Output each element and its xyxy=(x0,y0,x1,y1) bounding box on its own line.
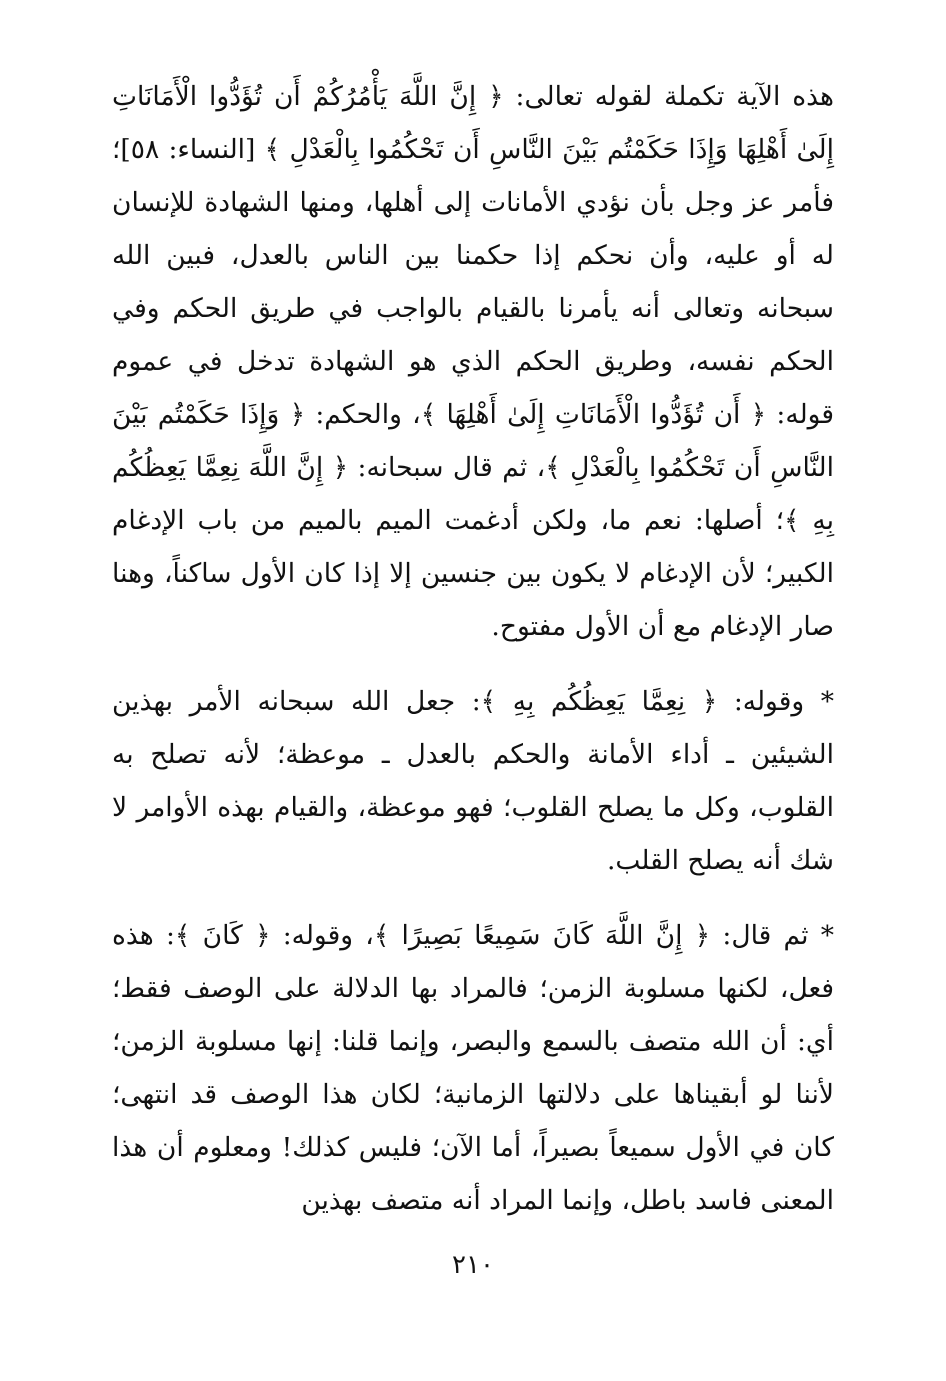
paragraph-2: * وقوله: ﴿ نِعِمَّا يَعِظُكُم بِهِ ﴾: جعل الله سبحانه الأمر بهذين الشيئين ـ أداء الأمانة والحكم بالعدل ـ موعظة؛ لأنه تصلح به القلوب، وكل ما يصلح القلوب؛ فهو موعظة، والقيام بهذه الأوامر لا شك أنه يصلح القلب. xyxy=(112,686,834,876)
paragraph-1: هذه الآية تكملة لقوله تعالى: ﴿ إِنَّ اللَّهَ يَأْمُرُكُمْ أَن تُؤَدُّوا الْأَمَانَاتِ إِلَىٰ أَهْلِهَا وَإِذَا حَكَمْتُم بَيْنَ النَّاسِ أَن تَحْكُمُوا بِالْعَدْلِ ﴾ [النساء: ٥٨]؛ فأمر عز وجل بأن نؤدي الأمانات إلى أهلها، ومنها الشهادة للإنسان له أو عليه، وأن نحكم إذا حكمنا بين الناس بالعدل، فبين الله سبحانه وتعالى أنه يأمرنا بالقيام بالواجب في طريق الحكم وفي الحكم نفسه، وطريق الحكم الذي هو الشهادة تدخل في عموم قوله: ﴿ أَن تُؤَدُّوا الْأَمَانَاتِ إِلَىٰ أَهْلِهَا ﴾، والحكم: ﴿ وَإِذَا حَكَمْتُم بَيْنَ النَّاسِ أَن تَحْكُمُوا بِالْعَدْلِ ﴾، ثم قال سبحانه: ﴿ إِنَّ اللَّهَ نِعِمَّا يَعِظُكُم بِهِ ﴾؛ أصلها: نعم ما، ولكن أدغمت الميم بالميم من باب الإدغام الكبير؛ لأن الإدغام لا يكون بين جنسين إلا إذا كان الأول ساكناً، وهنا صار الإدغام مع أن الأول مفتوح. xyxy=(112,81,834,642)
paragraph-3: * ثم قال: ﴿ إِنَّ اللَّهَ كَانَ سَمِيعًا بَصِيرًا ﴾، وقوله: ﴿ كَانَ ﴾: هذه فعل، لكنها مسلوبة الزمن؛ فالمراد بها الدلالة على الوصف فقط؛ أي: أن الله متصف بالسمع والبصر، وإنما قلنا: إنها مسلوبة الزمن؛ لأننا لو أبقيناها على دلالتها الزمانية؛ لكان هذا الوصف قد انتهى؛ كان في الأول سميعاً بصيراً، أما الآن؛ فليس كذلك! ومعلوم أن هذا المعنى فاسد باطل، وإنما المراد أنه متصف بهذين xyxy=(112,920,834,1216)
page-number: ٢١٠ xyxy=(452,1250,494,1280)
paragraph-gap xyxy=(112,887,834,909)
paragraph-gap xyxy=(112,653,834,675)
body-text xyxy=(112,70,834,1227)
